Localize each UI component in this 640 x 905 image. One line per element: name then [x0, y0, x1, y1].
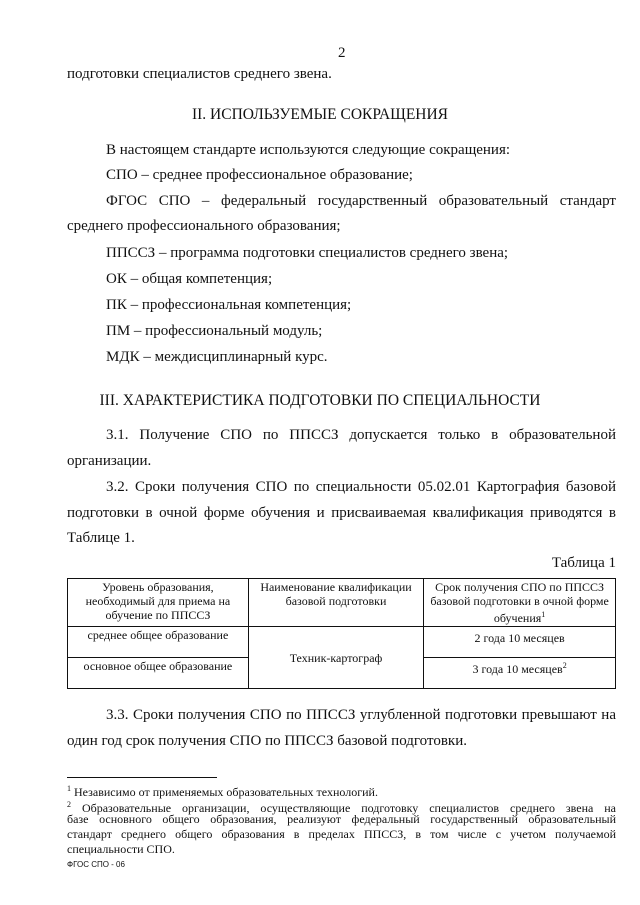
abbr-item: СПО – среднее профессиональное образование;	[106, 167, 413, 183]
table-header-cell: Срок получения СПО по ППССЗ базовой подготовки в очной форме обучения$^1$	[424, 579, 616, 627]
footnote-divider	[67, 777, 217, 778]
table-cell-level: среднее общее образование	[68, 627, 249, 658]
table-cell-qualification: Техник-картограф	[248, 627, 423, 689]
paragraph-3-2: 3.2. Сроки получения СПО по специальности 05.02.01 Картография базовой	[106, 479, 616, 495]
table-header-row	[68, 579, 616, 627]
top-line: подготовки специалистов среднего звена.	[67, 66, 332, 82]
paragraph-3-2-cont: подготовки в очной форме обучения и присваиваемая квалификация приводятся в	[67, 505, 616, 521]
paragraph-3-1-cont: организации.	[67, 453, 152, 469]
section2-intro: В настоящем стандарте используются следующие сокращения:	[106, 142, 511, 158]
footnote-2-line: базе основного общего образования, реализуют федеральный государственный образовательный	[67, 812, 616, 826]
table-cell-term: 2 года 10 месяцев	[424, 627, 616, 658]
abbr-item: среднего профессионального образования;	[67, 218, 341, 234]
footnote-2-line: стандарт среднего общего образования в пределах ППССЗ, в том числе с учетом получаемой	[67, 827, 616, 841]
abbr-item: ППССЗ – программа подготовки специалистов среднего звена;	[106, 245, 509, 261]
abbr-item: ФГОС СПО – федеральный государственный образовательный стандарт	[106, 193, 616, 209]
footer-code: ФГОС СПО - 06	[67, 860, 125, 869]
paragraph-3-3-cont: один год срок получения СПО по ППССЗ базовой подготовки.	[67, 733, 467, 749]
abbr-item: ОК – общая компетенция;	[106, 271, 273, 287]
abbr-item: ПМ – профессиональный модуль;	[106, 323, 323, 339]
section2-title: II. ИСПОЛЬЗУЕМЫЕ СОКРАЩЕНИЯ	[191, 106, 449, 123]
table-header-cell: Наименование квалификации базовой подготовки	[248, 579, 423, 627]
paragraph-3-1: 3.1. Получение СПО по ППССЗ допускается только в образовательной	[106, 427, 616, 443]
footnote-2-line: специальности СПО.	[67, 842, 175, 856]
paragraph-3-2-end: Таблице 1.	[67, 530, 135, 546]
table-header-cell: Уровень образования, необходимый для приема на обучение по ППССЗ	[68, 579, 249, 627]
qualification-table	[67, 578, 616, 689]
section3-title: III. ХАРАКТЕРИСТИКА ПОДГОТОВКИ ПО СПЕЦИАЛЬНОСТИ	[99, 392, 541, 409]
paragraph-3-3: 3.3. Сроки получения СПО по ППССЗ углубленной подготовки превышают на	[106, 707, 616, 723]
table-cell-term: 3 года 10 месяцев$^2$	[424, 658, 616, 689]
abbr-item: МДК – междисциплинарный курс.	[106, 349, 328, 365]
table-cell-level: основное общее образование	[68, 658, 249, 689]
page-number: 2	[338, 45, 346, 61]
footnote-1: $^1$ Независимо от применяемых образовательных технологий.	[67, 784, 378, 799]
table-row	[68, 627, 616, 658]
table-caption: Таблица 1	[551, 555, 616, 571]
abbr-item: ПК – профессиональная компетенция;	[106, 297, 352, 313]
footnote-2: $^2$ Образовательные организации, осуществляющие подготовку специалистов среднего звена на	[67, 800, 617, 815]
